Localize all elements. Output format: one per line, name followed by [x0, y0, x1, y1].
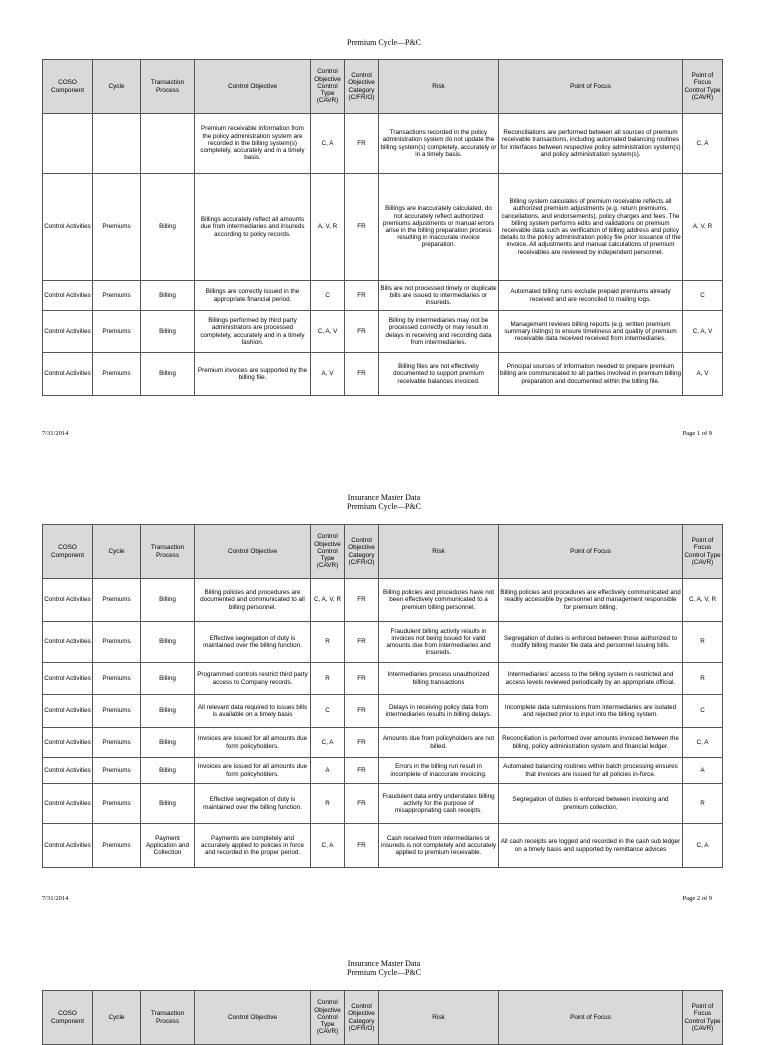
cell-control-category: FR: [345, 174, 379, 281]
cell-pof-control-type: C: [683, 281, 723, 311]
header-control-objective: Control Objective: [195, 991, 311, 1045]
cell-control-type: A, V, R: [311, 174, 345, 281]
cell-control-category: FR: [345, 695, 379, 728]
cell-control-type: C, A: [311, 728, 345, 758]
controls-table-page-2: [42, 524, 723, 868]
cell-pof-control-type: R: [683, 784, 723, 824]
header-control-category: Control Objective Category (C/FR/O): [345, 991, 379, 1045]
footer-date: 7/31/2014: [42, 895, 69, 902]
table-row: [43, 728, 723, 758]
table-row: [43, 353, 723, 396]
header-control-type: Control Objective Control Type (CAVR): [311, 525, 345, 579]
header-pof-control-type: Point of Focus Control Type (CAVR): [683, 991, 723, 1045]
header-cycle: Cycle: [93, 525, 141, 579]
cell-coso-component: Control Activities: [43, 579, 93, 622]
cell-point-of-focus: Automated balancing routines within batch processing ensures that invoices are issued for all policies in-force.: [499, 758, 683, 784]
table-header-row: [43, 525, 723, 579]
cell-control-category: FR: [345, 114, 379, 174]
cell-transaction-process: Billing: [141, 622, 195, 663]
cell-coso-component: Control Activities: [43, 784, 93, 824]
controls-table-page-1: [42, 59, 723, 396]
cell-point-of-focus: Segregation of duties is enforced between invoicing and premium collection.: [499, 784, 683, 824]
page-title-line: Premium Cycle—P&C: [347, 968, 421, 977]
cell-risk: Billing files are not effectively documented to support premium receivable balances invoiced.: [379, 353, 499, 396]
cell-point-of-focus: Segregation of duties is enforced between those authorized to modify billing master file data and personnel issuing bills.: [499, 622, 683, 663]
cell-transaction-process: Billing: [141, 579, 195, 622]
cell-cycle: Premiums: [93, 824, 141, 868]
header-transaction-process: Transaction Process: [141, 991, 195, 1045]
cell-risk: Billing policies and procedures have not been effectively communicated to a premium billing personnel.: [379, 579, 499, 622]
cell-control-category: FR: [345, 784, 379, 824]
footer-page-number: Page 2 of 9: [682, 895, 712, 902]
cell-cycle: Premiums: [93, 311, 141, 353]
cell-control-category: FR: [345, 758, 379, 784]
cell-transaction-process: Billing: [141, 311, 195, 353]
page-1-title: [0, 38, 768, 47]
header-cycle: Cycle: [93, 60, 141, 114]
cell-cycle: Premiums: [93, 728, 141, 758]
cell-risk: Fraudulent billing activity results in invoices not being issued for valid amounts due from intermediaries and insureds.: [379, 622, 499, 663]
header-pof-control-type: Point of Focus Control Type (CAVR): [683, 525, 723, 579]
cell-control-category: FR: [345, 728, 379, 758]
cell-transaction-process: Billing: [141, 728, 195, 758]
cell-point-of-focus: Billing policies and procedures are effectively communicated and readily accessible by personnel and management responsible for premium billing.: [499, 579, 683, 622]
cell-cycle: Premiums: [93, 353, 141, 396]
cell-control-objective: Programmed controls restrict third party access to Company records.: [195, 663, 311, 695]
table-header-row: [43, 991, 723, 1045]
header-point-of-focus: Point of Focus: [499, 525, 683, 579]
cell-pof-control-type: A, V: [683, 353, 723, 396]
cell-control-type: A, V: [311, 353, 345, 396]
table-row: [43, 622, 723, 663]
cell-transaction-process: Billing: [141, 281, 195, 311]
cell-coso-component: Control Activities: [43, 663, 93, 695]
cell-control-category: FR: [345, 353, 379, 396]
cell-control-type: R: [311, 784, 345, 824]
header-risk: Risk: [379, 525, 499, 579]
page-3-title: [0, 959, 768, 977]
cell-cycle: [93, 114, 141, 174]
table-row: [43, 824, 723, 868]
header-risk: Risk: [379, 991, 499, 1045]
cell-point-of-focus: Management reviews billing reports (e.g. written premium summary listings) to ensure timeliness and quality of premium receivable data received received from intermediaries.: [499, 311, 683, 353]
header-control-category: Control Objective Category (C/FR/O): [345, 525, 379, 579]
cell-pof-control-type: C, A: [683, 824, 723, 868]
header-coso-component: COSO Component: [43, 991, 93, 1045]
cell-control-objective: Billings are correctly issued in the appropriate financial period.: [195, 281, 311, 311]
cell-control-objective: Effective segregation of duty is maintained over the billing function.: [195, 784, 311, 824]
cell-control-objective: All relevant data required to issues bills is available on a timely basis: [195, 695, 311, 728]
cell-cycle: Premiums: [93, 579, 141, 622]
cell-control-type: R: [311, 622, 345, 663]
cell-pof-control-type: C: [683, 695, 723, 728]
cell-control-objective: Billing policies and procedures are documented and communicated to all billing personnel.: [195, 579, 311, 622]
cell-control-category: FR: [345, 311, 379, 353]
table-row: [43, 311, 723, 353]
cell-coso-component: Control Activities: [43, 174, 93, 281]
cell-point-of-focus: Principal sources of information needed to prepare premium billing are communicated to all parties involved in premium billing preparation and documented within the billing file.: [499, 353, 683, 396]
footer-date: 7/31/2014: [42, 430, 69, 437]
cell-control-objective: Billings accurately reflect all amounts due from intermediaries and insureds according to policy records.: [195, 174, 311, 281]
cell-point-of-focus: Incomplete data submissions from intermediaries are isolated and rejected prior to input into the billing system.: [499, 695, 683, 728]
table-row: [43, 281, 723, 311]
cell-cycle: Premiums: [93, 758, 141, 784]
cell-control-category: FR: [345, 663, 379, 695]
cell-coso-component: [43, 114, 93, 174]
cell-coso-component: Control Activities: [43, 728, 93, 758]
cell-control-type: C, A, V: [311, 311, 345, 353]
cell-coso-component: Control Activities: [43, 695, 93, 728]
cell-cycle: Premiums: [93, 784, 141, 824]
cell-transaction-process: Billing: [141, 174, 195, 281]
controls-table-page-3: [42, 990, 723, 1045]
cell-cycle: Premiums: [93, 695, 141, 728]
cell-control-type: C: [311, 281, 345, 311]
cell-risk: Amounts due from policyholders are not billed.: [379, 728, 499, 758]
footer-page-number: Page 1 of 9: [682, 430, 712, 437]
header-coso-component: COSO Component: [43, 60, 93, 114]
cell-point-of-focus: Billing system calculates of premium receivable reflects all authorized premium adjustments (e.g. return premiums, cancellations, and endorsements), policy charges and fees. The billing system performs edits and validations on premium receivable data such as verification of billing address and policy details to the policy administration policy file prior issuance of the invoice. All adjustments and manual calculations of premium receivables are reviewed by independent personnel.: [499, 174, 683, 281]
cell-point-of-focus: Reconciliation is performed over amounts invoiced between the billing, policy administration system and financial ledger.: [499, 728, 683, 758]
cell-risk: Transactions recorded in the policy administration system do not update the billing system(s) completely, accurately or in a timely basis.: [379, 114, 499, 174]
cell-risk: Fraudulent data entry understates billing activity for the purpose of misappropriating cash receipts.: [379, 784, 499, 824]
page-title-line: Premium Cycle—P&C: [347, 502, 421, 511]
cell-point-of-focus: Automated billing runs exclude prepaid premiums already received and are reconciled to mailing logs.: [499, 281, 683, 311]
cell-pof-control-type: R: [683, 622, 723, 663]
page-2-title: [0, 493, 768, 511]
cell-risk: Bills are not processed timely or duplicate bills are issued to intermediaries or insureds.: [379, 281, 499, 311]
header-control-objective: Control Objective: [195, 525, 311, 579]
cell-coso-component: Control Activities: [43, 824, 93, 868]
cell-control-type: R: [311, 663, 345, 695]
header-control-type: Control Objective Control Type (CAVR): [311, 991, 345, 1045]
cell-control-objective: Payments are completely and accurately applied to policies in force and recorded in the proper period.: [195, 824, 311, 868]
cell-coso-component: Control Activities: [43, 353, 93, 396]
table-row: [43, 784, 723, 824]
cell-control-objective: Effective segregation of duty is maintained over the billing function.: [195, 622, 311, 663]
cell-risk: Intermediaries process unauthorized billing transactions: [379, 663, 499, 695]
cell-cycle: Premiums: [93, 663, 141, 695]
table-row: [43, 695, 723, 728]
cell-coso-component: Control Activities: [43, 311, 93, 353]
table-row: [43, 174, 723, 281]
cell-pof-control-type: C, A: [683, 114, 723, 174]
cell-pof-control-type: R: [683, 663, 723, 695]
cell-transaction-process: Billing: [141, 353, 195, 396]
page-title-line: Insurance Master Data: [347, 493, 421, 502]
cell-cycle: Premiums: [93, 281, 141, 311]
cell-point-of-focus: All cash receipts are logged and recorded in the cash sub ledger on a timely basis and supported by remittance advices: [499, 824, 683, 868]
cell-transaction-process: Billing: [141, 695, 195, 728]
cell-risk: Errors in the billing run result in incomplete of inaccurate invoicing.: [379, 758, 499, 784]
cell-pof-control-type: A: [683, 758, 723, 784]
table-row: [43, 579, 723, 622]
header-transaction-process: Transaction Process: [141, 525, 195, 579]
header-coso-component: COSO Component: [43, 525, 93, 579]
cell-transaction-process: Payment Application and Collection: [141, 824, 195, 868]
cell-control-type: C, A: [311, 824, 345, 868]
cell-control-objective: Premium invoices are supported by the billing file.: [195, 353, 311, 396]
cell-risk: Billings are inaccurately calculated, do not accurately reflect authorized premiums adjustments or manual errors arise in the billing preparation process resulting in inaccurate invoice preparation.: [379, 174, 499, 281]
cell-transaction-process: Billing: [141, 784, 195, 824]
cell-control-category: FR: [345, 824, 379, 868]
cell-control-type: C, A: [311, 114, 345, 174]
cell-risk: Delays in receiving policy data from intermediaries results in billing delays.: [379, 695, 499, 728]
cell-control-category: FR: [345, 281, 379, 311]
header-pof-control-type: Point of Focus Control Type (CAVR): [683, 60, 723, 114]
cell-control-category: FR: [345, 622, 379, 663]
table-row: [43, 758, 723, 784]
cell-point-of-focus: Reconciliations are performed between all sources of premium receivable transactions, including automated balancing routines for interfaces between respective policy administration system(s) and policy administration system(s).: [499, 114, 683, 174]
cell-pof-control-type: C, A: [683, 728, 723, 758]
cell-point-of-focus: Intermediaries' access to the billing system is restricted and access levels reviewed periodically by an appropriate official.: [499, 663, 683, 695]
cell-cycle: Premiums: [93, 622, 141, 663]
header-transaction-process: Transaction Process: [141, 60, 195, 114]
header-point-of-focus: Point of Focus: [499, 991, 683, 1045]
cell-control-type: C, A, V, R: [311, 579, 345, 622]
cell-control-type: A: [311, 758, 345, 784]
header-risk: Risk: [379, 60, 499, 114]
cell-coso-component: Control Activities: [43, 622, 93, 663]
cell-pof-control-type: C, A, V: [683, 311, 723, 353]
cell-control-objective: Invoices are issued for all amounts due form policyholders.: [195, 758, 311, 784]
cell-control-objective: Premium receivable information from the policy administration system are recorded in the billing system(s) completely, accurately and in a timely basis.: [195, 114, 311, 174]
cell-risk: Billing by intermediaries may not be processed correctly or may result in delays in receiving and recording data from intermediaries.: [379, 311, 499, 353]
header-control-objective: Control Objective: [195, 60, 311, 114]
cell-pof-control-type: C, A, V, R: [683, 579, 723, 622]
cell-risk: Cash received from intermediaries or insureds is not completely and accurately applied to premium receivable.: [379, 824, 499, 868]
table-row: [43, 114, 723, 174]
cell-pof-control-type: A, V, R: [683, 174, 723, 281]
header-control-type: Control Objective Control Type (CAVR): [311, 60, 345, 114]
cell-cycle: Premiums: [93, 174, 141, 281]
table-header-row: [43, 60, 723, 114]
cell-control-category: FR: [345, 579, 379, 622]
cell-coso-component: Control Activities: [43, 758, 93, 784]
header-cycle: Cycle: [93, 991, 141, 1045]
header-control-category: Control Objective Category (C/FR/O): [345, 60, 379, 114]
page-title-line: Premium Cycle—P&C: [347, 38, 421, 47]
table-row: [43, 663, 723, 695]
cell-coso-component: Control Activities: [43, 281, 93, 311]
header-point-of-focus: Point of Focus: [499, 60, 683, 114]
page-title-line: Insurance Master Data: [347, 959, 421, 968]
cell-transaction-process: Billing: [141, 663, 195, 695]
cell-control-objective: Invoices are issued for all amounts due form policyholders.: [195, 728, 311, 758]
cell-control-type: C: [311, 695, 345, 728]
cell-transaction-process: [141, 114, 195, 174]
cell-transaction-process: Billing: [141, 758, 195, 784]
cell-control-objective: Billings performed by third party administrators are processed completely, accurately and in a timely fashion.: [195, 311, 311, 353]
